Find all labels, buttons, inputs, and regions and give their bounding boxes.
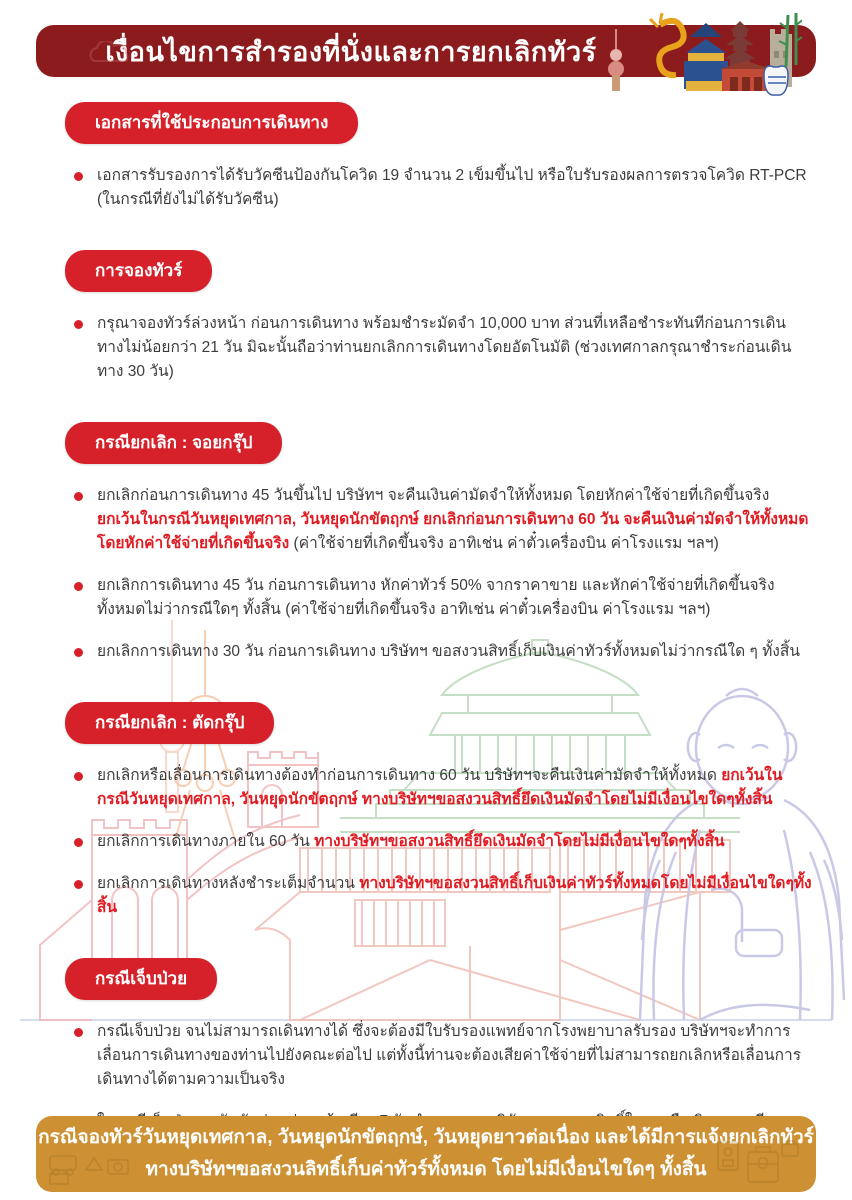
bullet-text: [97, 164, 812, 212]
bullet-text: [97, 1020, 812, 1092]
bullet-item: [70, 640, 812, 664]
footer-line-1: กรณีจองทัวร์วันหยุดเทศกาล, วันหยุดนักขัตฤกษ์, วันหยุดยาวต่อเนื่อง และได้มีการแจ้งยกเลิกทัวร์: [38, 1127, 814, 1149]
highlighted-text: ทางบริษัทฯขอสงวนสิทธิ์เก็บเงินค่าทัวร์ทั้งหมดโดยไม่มีเงื่อนไขใดๆทั้งสิ้น: [97, 875, 812, 917]
bullet-text: [97, 312, 812, 384]
condition-section: [0, 402, 852, 664]
condition-section: [0, 938, 852, 1134]
bullet-dot-icon: [74, 582, 83, 591]
header-banner: [36, 25, 816, 77]
body-text: เอกสารรับรองการได้รับวัคซีนป้องกันโควิด 19 จำนวน 2 เข็มขึ้นไป หรือใบรับรองผลการตรวจโควิด RT-PCR (ในกรณีที่ยังไม่ได้รับวัคซีน): [97, 167, 807, 209]
condition-section: [0, 82, 852, 212]
highlighted-text: ทางบริษัทฯขอสงวนสิทธิ์ยึดเงินมัดจำโดยไม่มีเงื่อนไขใดๆทั้งสิ้น: [314, 833, 725, 851]
bullet-dot-icon: [74, 320, 83, 329]
bullet-dot-icon: [74, 492, 83, 501]
travel-icons-decoration: [46, 1146, 156, 1186]
bullet-text: [97, 640, 800, 664]
section-heading-pill: กรณีเจ็บป่วย: [65, 958, 217, 1000]
footer-notice-banner: [36, 1116, 816, 1192]
bullet-list: [0, 484, 852, 664]
bullet-item: [70, 1020, 812, 1092]
bullet-text: [97, 764, 812, 812]
bullet-text: [97, 484, 812, 556]
bullet-text: [97, 830, 725, 854]
highlighted-text: ยกเว้นในกรณีวันหยุดเทศกาล, วันหยุดนักขัตฤกษ์ ทางบริษัทฯขอสงวนสิทธิ์ยึดเงินมัดจำโดยไม่มีเงื่อนไขใดๆทั้งสิ้น: [97, 767, 783, 809]
body-text: กรุณาจองทัวร์ล่วงหน้า ก่อนการเดินทาง พร้อมชำระมัดจำ 10,000 บาท ส่วนที่เหลือชำระทันทีก่อนการเดินทางไม่น้อยกว่า 21 วัน มิฉะนั้นถือว่าท่านยกเลิกการเดินทางโดยอัตโนมัติ (ช่วงเทศกาลกรุณาชำระก่อนเดินทาง 30 วัน): [97, 315, 792, 381]
condition-section: [0, 230, 852, 384]
body-text: ยกเลิกก่อนการเดินทาง 45 วันขึ้นไป บริษัทฯ จะคืนเงินค่ามัดจำให้ทั้งหมด โดยหักค่าใช้จ่ายที่เกิดขึ้นจริง: [97, 487, 770, 505]
bullet-list: [0, 164, 852, 212]
body-text: ยกเลิกการเดินทาง 30 วัน ก่อนการเดินทาง บริษัทฯ ขอสงวนสิทธิ์เก็บเงินค่าทัวร์ทั้งหมดไม่ว่ากรณีใด ๆ ทั้งสิ้น: [97, 643, 800, 661]
bullet-dot-icon: [74, 838, 83, 847]
footer-line-2: ทางบริษัทฯขอสงวนลิทธิ์เก็บค่าทัวร์ทั้งหมด โดยไม่มีเงื่อนไขใดๆ ทั้งสิ้น: [145, 1159, 707, 1180]
luggage-icons-decoration: [714, 1140, 804, 1186]
bullet-list: [0, 764, 852, 920]
body-text: ยกเลิกการเดินทางภายใน 60 วัน: [97, 833, 315, 851]
body-text: (ค่าใช้จ่ายที่เกิดขึ้นจริง อาทิเช่น ค่าตั๋วเครื่องบิน ค่าโรงแรม ฯลฯ): [293, 535, 719, 553]
bullet-item: [70, 830, 812, 854]
bullet-item: [70, 574, 812, 622]
highlighted-text: ยกเว้นในกรณีวันหยุดเทศกาล, วันหยุดนักขัตฤกษ์ ยกเลิกก่อนการเดินทาง 60 วัน จะคืนเงินค่ามัดจำให้ทั้งหมด โดยหักค่าใช้จ่ายที่เกิดขึ้นจริง: [97, 511, 809, 553]
bullet-item: [70, 484, 812, 556]
body-text: ยกเลิกหรือเลื่อนการเดินทางต้องทำก่อนการเดินทาง 60 วัน บริษัทฯจะคืนเงินค่ามัดจำให้ทั้งหมด: [97, 767, 722, 785]
bullet-text: [97, 872, 812, 920]
conditions-content: [0, 82, 852, 1152]
bullet-dot-icon: [74, 772, 83, 781]
bullet-item: [70, 764, 812, 812]
bullet-dot-icon: [74, 648, 83, 657]
bullet-item: [70, 164, 812, 212]
section-heading-pill: เอกสารที่ใช้ประกอบการเดินทาง: [65, 102, 358, 144]
condition-section: [0, 682, 852, 920]
bullet-dot-icon: [74, 880, 83, 889]
body-text: กรณีเจ็บป่วย จนไม่สามารถเดินทางได้ ซึ่งจะต้องมีใบรับรองแพทย์จากโรงพยาบาลรับรอง บริษัทฯจะทำการเลื่อนการเดินทางของท่านไปยังคณะต่อไป แต่ทั้งนี้ท่านจะต้องเสียค่าใช้จ่ายที่ไม่สามารถยกเลิกหรือเลื่อนการเดินทางได้ตามความเป็นจริง: [97, 1023, 802, 1089]
section-heading-pill: กรณียกเลิก : จอยกรุ๊ป: [65, 422, 282, 464]
page-title: เงื่อนไขการสำรองที่นั่งและการยกเลิกทัวร์: [105, 36, 597, 67]
bullet-dot-icon: [74, 172, 83, 181]
section-heading-pill: กรณียกเลิก : ตัดกรุ๊ป: [65, 702, 274, 744]
bullet-text: [97, 574, 812, 622]
cloud-icon: [88, 41, 132, 63]
bullet-item: [70, 872, 812, 920]
bullet-item: [70, 312, 812, 384]
bullet-list: [0, 312, 852, 384]
body-text: ยกเลิกการเดินทาง 45 วัน ก่อนการเดินทาง หักค่าทัวร์ 50% จากราคาขาย และหักค่าใช้จ่ายที่เกิดขึ้นจริงทั้งหมดไม่ว่ากรณีใดๆ ทั้งสิ้น (ค่าใช้จ่ายที่เกิดขึ้นจริง อาทิเช่น ค่าตั๋วเครื่องบิน ค่าโรงแรม ฯลฯ): [97, 577, 775, 619]
bullet-dot-icon: [74, 1028, 83, 1037]
body-text: ยกเลิกการเดินทางหลังชำระเต็มจำนวน: [97, 875, 360, 893]
section-heading-pill: การจองทัวร์: [65, 250, 212, 292]
